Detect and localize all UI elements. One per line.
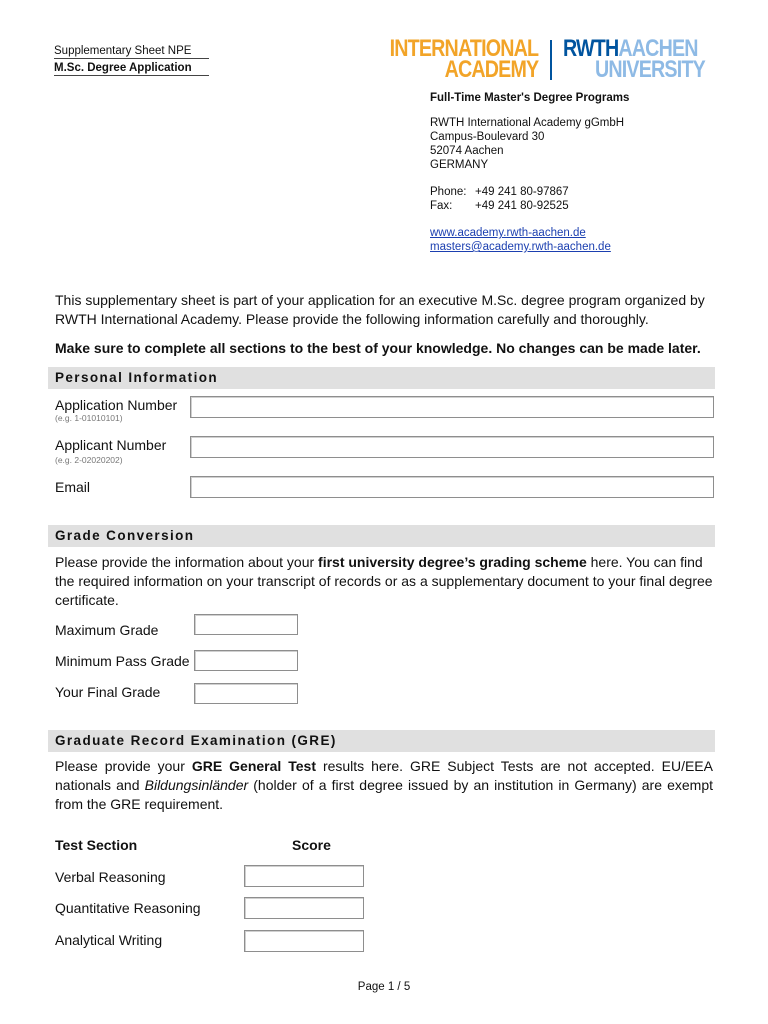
application-number-hint: (e.g. 1-01010101) — [55, 413, 123, 423]
grade-conversion-header — [48, 525, 715, 547]
maximum-grade-label: Maximum Grade — [55, 622, 159, 638]
applicant-number-label: Applicant Number — [55, 437, 167, 453]
page-number: Page 1 / 5 — [357, 981, 411, 993]
street: Campus-Boulevard 30 — [430, 131, 545, 143]
maximum-grade-input[interactable] — [194, 614, 298, 635]
programs-heading: Full-Time Master's Degree Programs — [430, 92, 630, 104]
fax-row: Fax: +49 241 80-92525 — [430, 200, 569, 212]
email-label: Email — [55, 479, 91, 495]
logo-divider — [550, 40, 552, 80]
personal-info-title: Personal Information — [55, 370, 219, 385]
verbal-reasoning-input[interactable] — [244, 865, 364, 887]
international-academy-logo: INTERNATIONAL ACADEMY — [389, 35, 538, 83]
intro-warning: Make sure to complete all sections to the best of your knowledge. No changes can be made later. — [55, 340, 701, 356]
personal-info-header — [48, 367, 715, 389]
analytical-writing-label: Analytical Writing — [55, 932, 163, 948]
applicant-number-hint: (e.g. 2-02020202) — [55, 455, 123, 465]
phone-row: Phone: +49 241 80-97867 — [430, 186, 569, 198]
final-grade-label: Your Final Grade — [55, 684, 161, 700]
contact-block — [430, 91, 730, 254]
gre-header — [48, 730, 715, 752]
quantitative-reasoning-input[interactable] — [244, 897, 364, 919]
country: GERMANY — [430, 159, 489, 171]
sheet-title: Supplementary Sheet NPE — [54, 45, 209, 59]
applicant-number-input[interactable] — [190, 436, 714, 458]
email-input[interactable] — [190, 476, 714, 498]
rwth-aachen-logo: RWTHAACHEN UNIVERSITY — [563, 35, 705, 83]
minimum-pass-grade-input[interactable] — [194, 650, 298, 671]
application-subtitle: M.Sc. Degree Application — [54, 62, 209, 76]
score-column-header: Score — [292, 837, 331, 853]
application-number-input[interactable] — [190, 396, 714, 418]
final-grade-input[interactable] — [194, 683, 298, 704]
test-section-column-header: Test Section — [55, 837, 138, 853]
application-number-label: Application Number — [55, 397, 178, 413]
verbal-reasoning-label: Verbal Reasoning — [55, 869, 166, 885]
city: 52074 Aachen — [430, 145, 504, 157]
analytical-writing-input[interactable] — [244, 930, 364, 952]
quantitative-reasoning-label: Quantitative Reasoning — [55, 900, 201, 916]
gre-title: Graduate Record Examination (GRE) — [55, 733, 337, 748]
grade-instructions: Please provide the information about your first university degree’s grading scheme here. You can find the required information on your transcript of records or as a supplementary document to your final degree certificate. — [55, 554, 713, 608]
intro-paragraph: This supplementary sheet is part of your application for an executive M.Sc. degree program organized by RWTH International Academy. Please provide the following information carefully and thoroughly. — [55, 292, 705, 327]
gre-instructions: Please provide your GRE General Test results here. GRE Subject Tests are not accepted. EU/EEA nationals and Bildungsinländer (holder of a first degree issued by an institution in Germany) are exempt from the GRE requirement. — [55, 758, 713, 812]
grade-conversion-title: Grade Conversion — [55, 528, 195, 543]
website-link[interactable]: www.academy.rwth-aachen.de — [430, 227, 586, 239]
email-link[interactable]: masters@academy.rwth-aachen.de — [430, 241, 611, 253]
org-name: RWTH International Academy gGmbH — [430, 117, 625, 129]
minimum-pass-grade-label: Minimum Pass Grade — [55, 653, 190, 669]
